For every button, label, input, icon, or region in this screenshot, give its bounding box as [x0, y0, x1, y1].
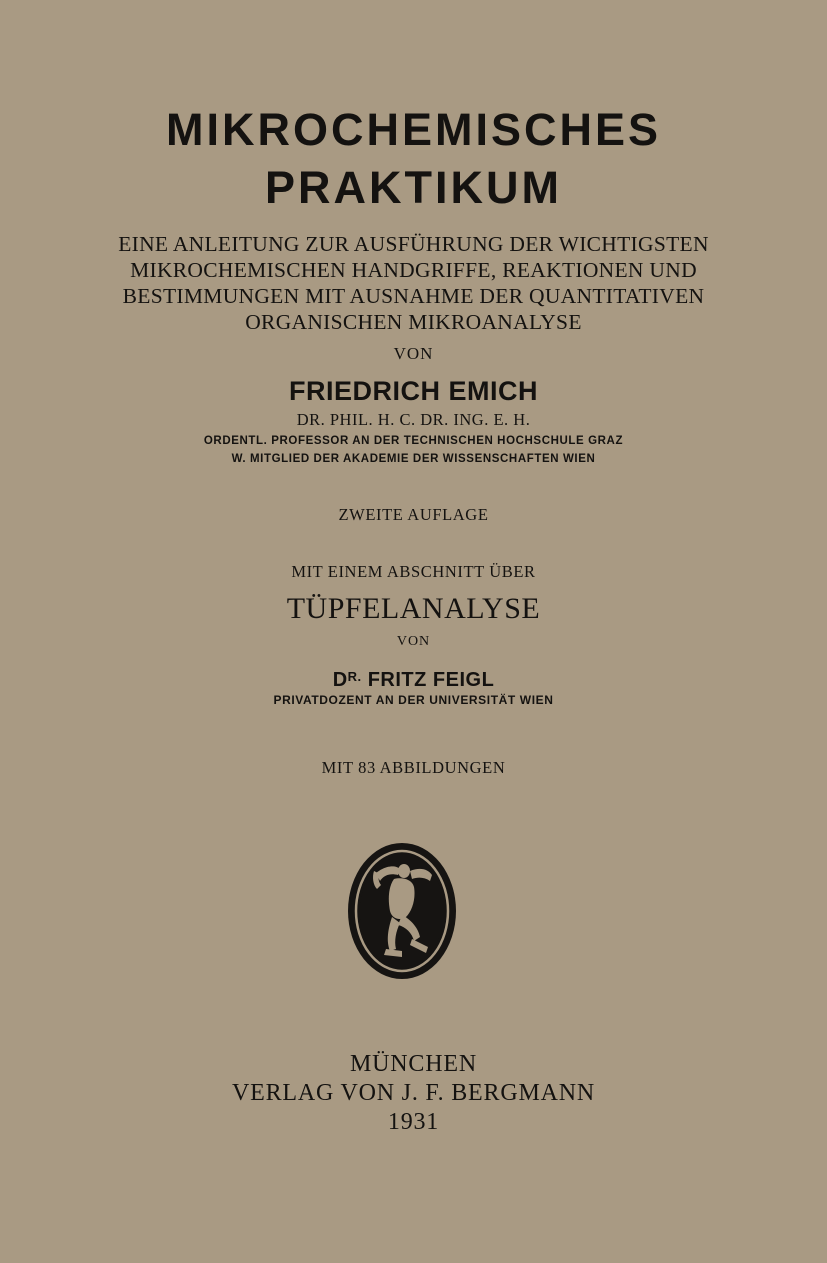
subtitle-line-1: EINE ANLEITUNG ZUR AUSFÜHRUNG DER WICHTIGSTEN [118, 232, 709, 256]
illustrations-count: MIT 83 ABBILDUNGEN [321, 758, 506, 777]
edition: ZWEITE AUFLAGE [338, 505, 489, 524]
coauthor-line [0, 665, 827, 692]
section-title: TÜPFELANALYSE [286, 592, 541, 625]
author-affiliation-1: ORDENTL. PROFESSOR AN DER TECHNISCHEN HOCHSCHULE GRAZ [203, 435, 624, 447]
imprint-year: 1931 [387, 1109, 440, 1135]
section-von-label: VON [396, 634, 431, 649]
section-intro: MIT EINEM ABSCHNITT ÜBER [291, 562, 536, 581]
coauthor-title-prefix: D [332, 669, 348, 691]
coauthor-name: FRITZ FEIGL [367, 669, 495, 691]
imprint-publisher: VERLAG VON J. F. BERGMANN [232, 1080, 595, 1106]
publisher-emblem-icon [346, 841, 458, 981]
imprint-city: MÜNCHEN [350, 1051, 477, 1077]
subtitle-line-3: BESTIMMUNGEN MIT AUSNAHME DER QUANTITATIVEN [122, 284, 705, 308]
book-title-line-1: MIKROCHEMISCHES [165, 104, 662, 155]
von-label: VON [393, 344, 434, 363]
coauthor-affiliation: PRIVATDOZENT AN DER UNIVERSITÄT WIEN [273, 693, 554, 707]
subtitle-line-2: MIKROCHEMISCHEN HANDGRIFFE, REAKTIONEN UND [130, 258, 697, 282]
subtitle-line-4: ORGANISCHEN MIKROANALYSE [245, 310, 582, 334]
author-name: FRIEDRICH EMICH [289, 376, 538, 406]
author-affiliation-2: W. MITGLIED DER AKADEMIE DER WISSENSCHAFTEN WIEN [231, 453, 596, 465]
author-degrees: DR. PHIL. H. C. DR. ING. E. H. [296, 410, 531, 429]
book-title-line-2: PRAKTIKUM [265, 162, 562, 213]
coauthor-title-sup: R. [347, 669, 362, 684]
